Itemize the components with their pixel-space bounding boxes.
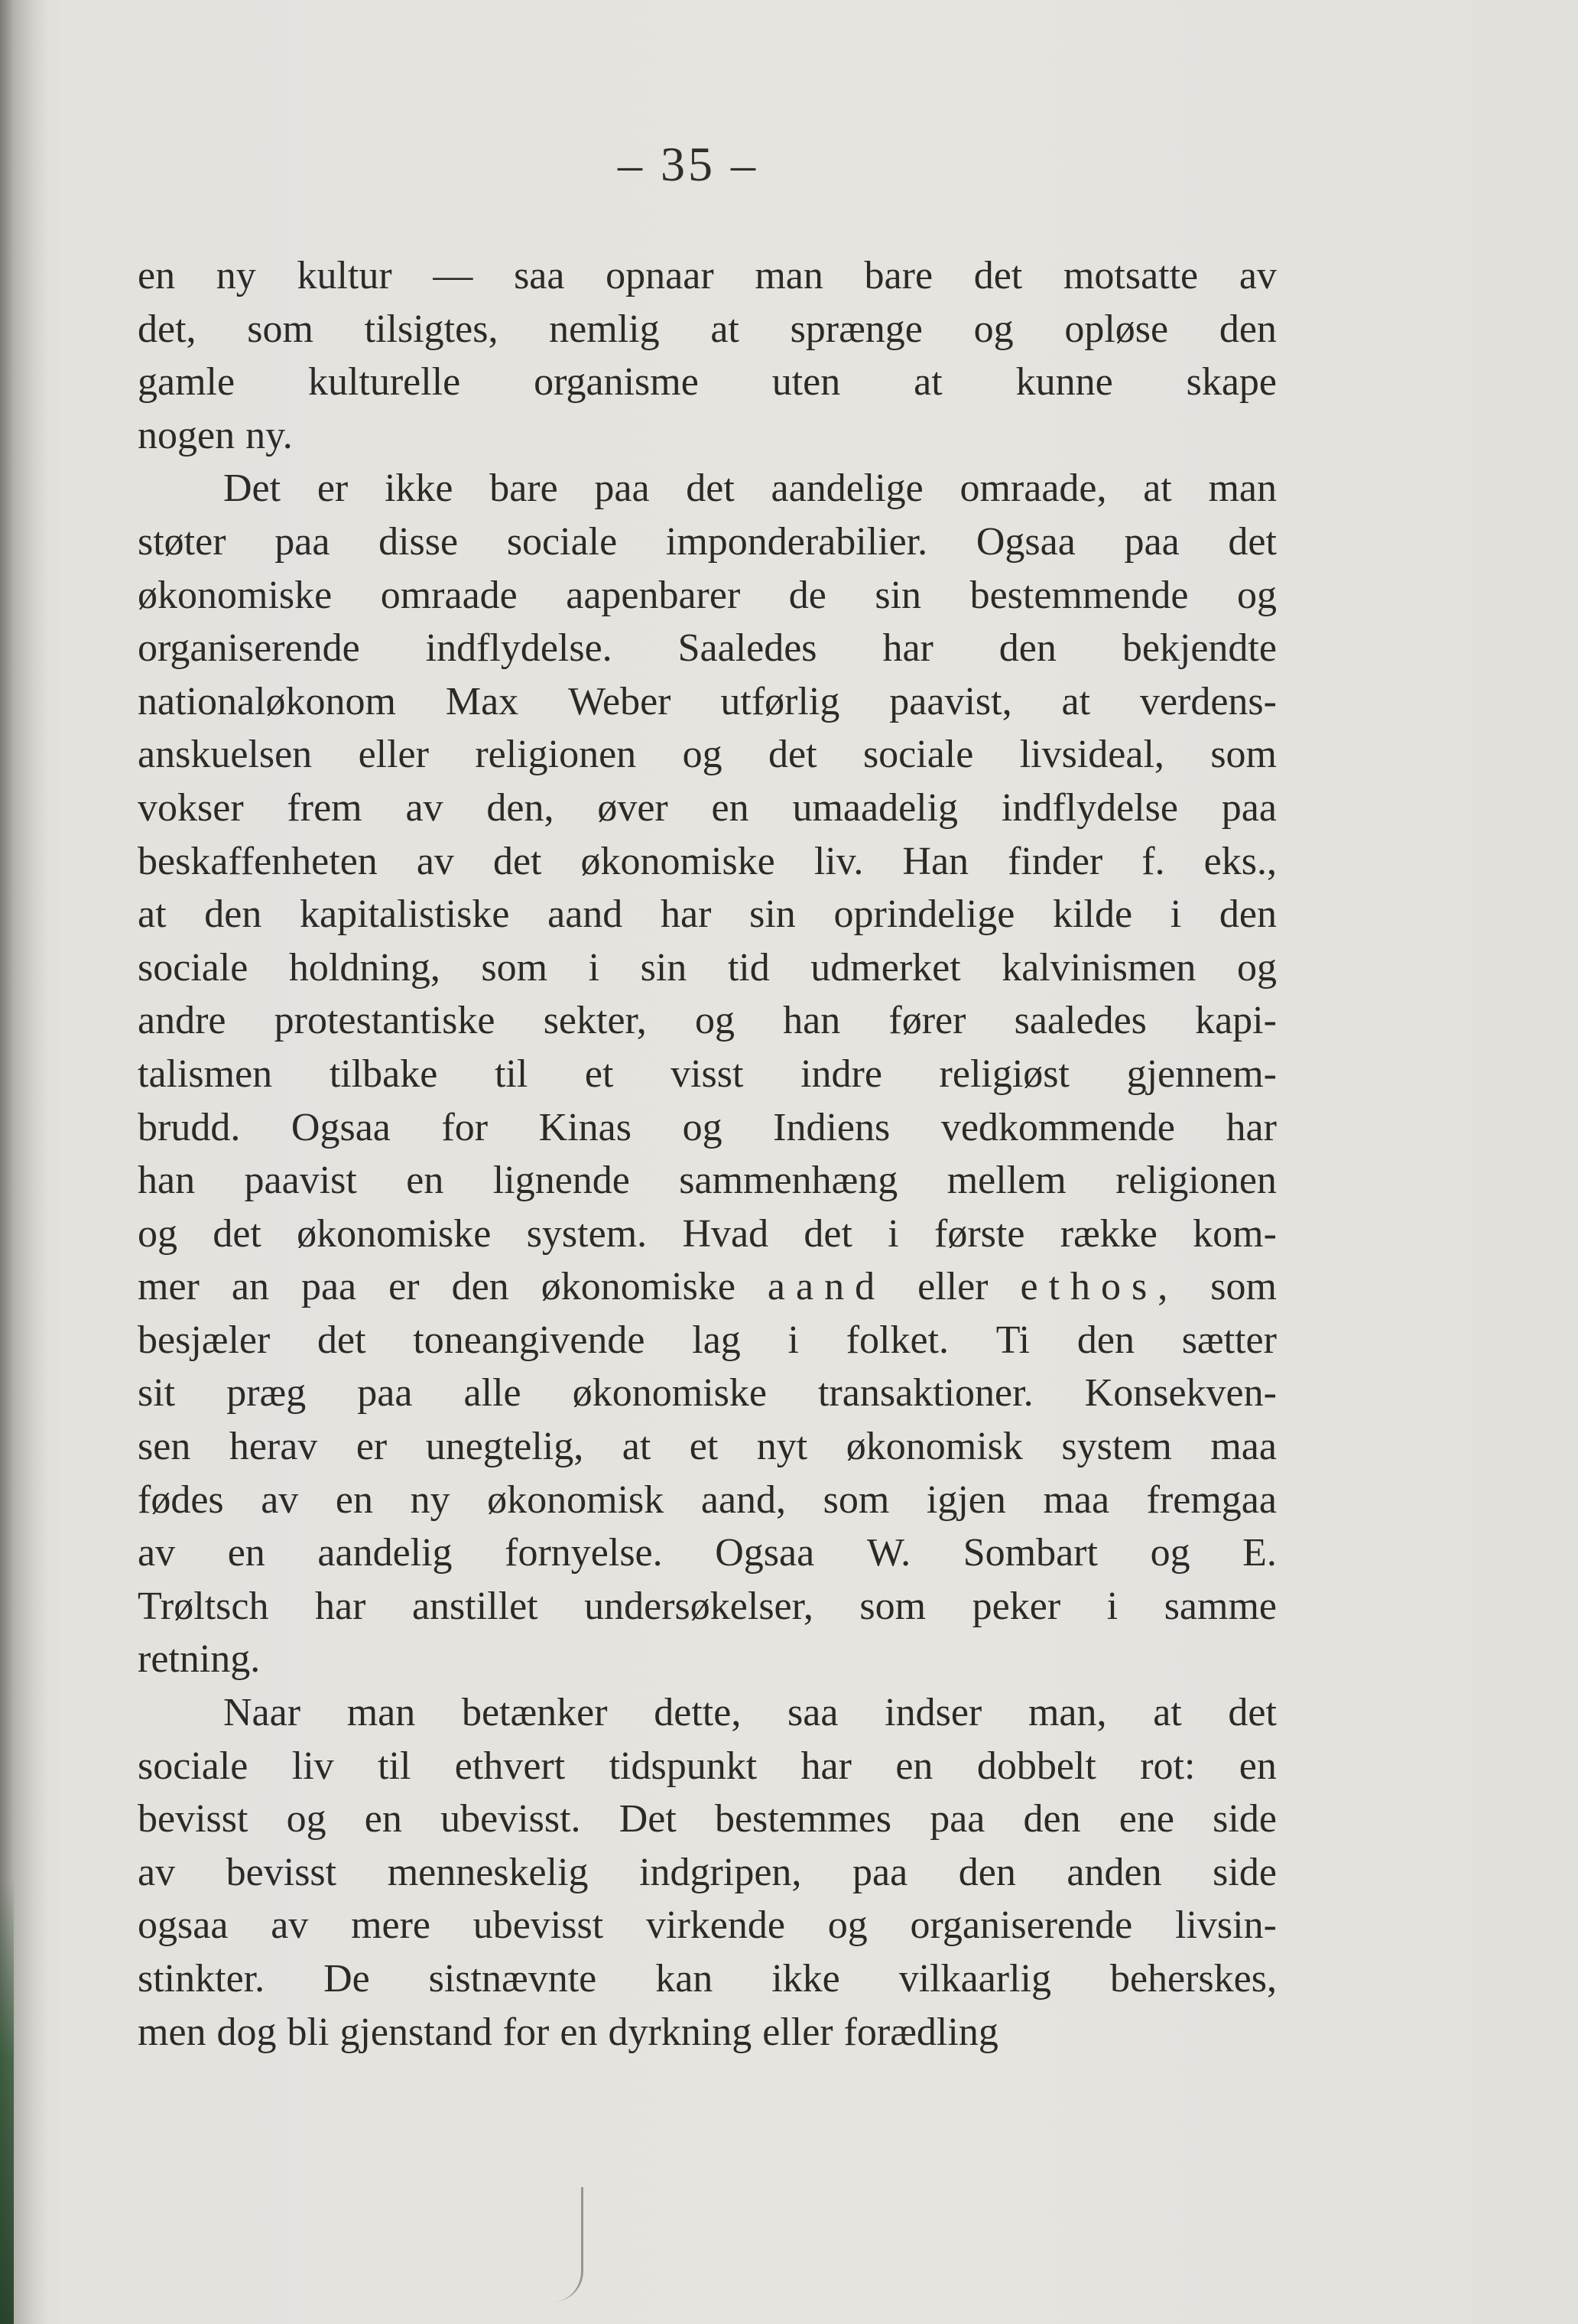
text-line: gamle kulturelle organisme uten at kunne skape [138, 360, 1277, 405]
binding-cloth [0, 1881, 14, 2324]
text-line: brudd. Ogsaa for Kinas og Indiens vedkommende har [138, 1105, 1277, 1149]
text-line: Det er ikke bare paa det aandelige omraade, at man [223, 466, 1277, 511]
text-line: andre protestantiske sekter, og han fører saaledes kapi- [138, 999, 1277, 1043]
text-line: mer an paa er den økonomiske aand eller ethos, som [138, 1265, 1277, 1309]
text-line: organiserende indflydelse. Saaledes har den bekjendte [138, 626, 1277, 671]
text-line: sociale holdning, som i sin tid udmerket kalvinismen og [138, 945, 1277, 990]
text-line: bevisst og en ubevisst. Det bestemmes paa den ene side [138, 1797, 1277, 1841]
page-number: – 35 – [618, 137, 758, 191]
text-line: besjæler det toneangivende lag i folket. Ti den sætter [138, 1318, 1277, 1362]
text-line: at den kapitalistiske aand har sin oprindelige kilde i den [138, 892, 1277, 937]
text-line: sit præg paa alle økonomiske transaktioner. Konsekven- [138, 1371, 1277, 1416]
text-line: ogsaa av mere ubevisst virkende og organiserende livsin- [138, 1903, 1277, 1948]
text-line: av bevisst menneskelig indgripen, paa den anden side [138, 1850, 1277, 1894]
text-line: vokser frem av den, øver en umaadelig indflydelse paa [138, 785, 1277, 830]
text-line: en ny kultur — saa opnaar man bare det motsatte av [138, 254, 1277, 297]
text-line: sociale liv til ethvert tidspunkt har en dobbelt rot: en [138, 1744, 1277, 1788]
text-line: anskuelsen eller religionen og det sociale livsideal, som [138, 733, 1277, 777]
text-line: talismen tilbake til et visst indre religiøst gjennem- [138, 1051, 1277, 1096]
text-line: og det økonomiske system. Hvad det i første række kom- [138, 1211, 1277, 1256]
body-text [138, 249, 1277, 2059]
text-line: retning. [138, 1637, 261, 1682]
text-line: nogen ny. [138, 413, 293, 457]
text-line: sen herav er unegtelig, at et nyt økonomisk system maa [138, 1425, 1277, 1469]
text-line: stinkter. De sistnævnte kan ikke vilkaarlig beherskes, [138, 1957, 1277, 2001]
text-line: men dog bli gjenstand for en dyrkning eller forædling [138, 2010, 998, 2054]
text-line: av en aandelig fornyelse. Ogsaa W. Sombart og E. [138, 1531, 1277, 1575]
text-line: fødes av en ny økonomisk aand, som igjen maa fremgaa [138, 1477, 1277, 1522]
text-line: beskaffenheten av det økonomiske liv. Han finder f. eks., [138, 839, 1277, 883]
text-line: støter paa disse sociale imponderabilier. Ogsaa paa det [138, 519, 1277, 564]
text-line: nationaløkonom Max Weber utførlig paavist, at verdens- [138, 679, 1277, 723]
text-line: Trøltsch har anstillet undersøkelser, som peker i samme [138, 1584, 1277, 1628]
page-mark [535, 2187, 583, 2302]
text-line: det, som tilsigtes, nemlig at sprænge og opløse den [138, 307, 1277, 351]
text-line: han paavist en lignende sammenhæng mellem religionen [138, 1159, 1277, 1203]
text-line: Naar man betænker dette, saa indser man, at det [223, 1691, 1277, 1735]
text-line: økonomiske omraade aapenbarer de sin bestemmende og [138, 573, 1277, 617]
